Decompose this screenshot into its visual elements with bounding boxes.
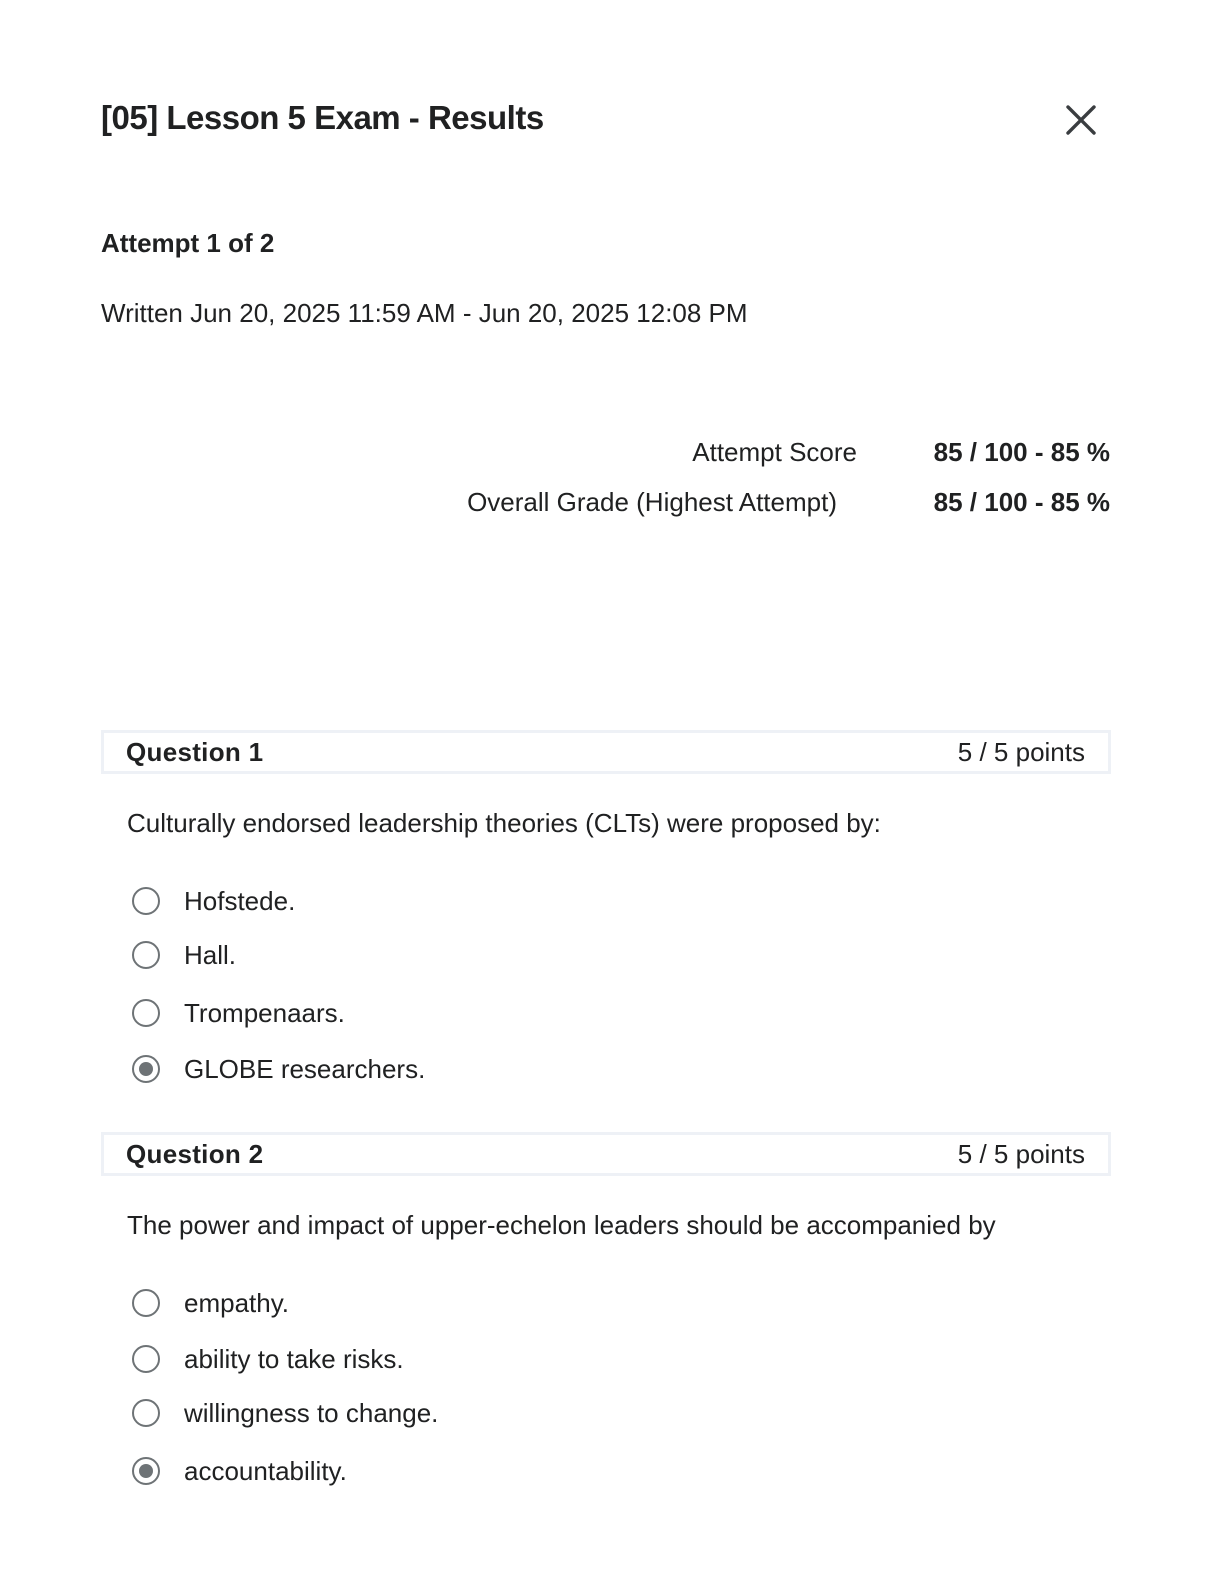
overall-grade-row xyxy=(467,485,1110,519)
option-label: willingness to change. xyxy=(184,1398,439,1428)
attempt-score-row xyxy=(692,435,1110,469)
close-icon xyxy=(1065,104,1097,136)
radio-dot xyxy=(139,1464,153,1478)
radio-button-selected[interactable] xyxy=(132,1457,160,1485)
question-label: Question 1 xyxy=(126,736,264,767)
question-text: The power and impact of upper-echelon leaders should be accompanied by xyxy=(127,1210,996,1240)
radio-button[interactable] xyxy=(132,1399,160,1427)
attempt-heading: Attempt 1 of 2 xyxy=(101,228,275,258)
close-button[interactable] xyxy=(1060,99,1102,141)
option-label: Trompenaars. xyxy=(184,998,345,1028)
answer-option[interactable] xyxy=(132,996,345,1030)
radio-button[interactable] xyxy=(132,1289,160,1317)
radio-dot xyxy=(139,1062,153,1076)
overall-grade-label: Overall Grade (Highest Attempt) xyxy=(467,487,837,517)
answer-option[interactable] xyxy=(132,884,295,918)
answer-option[interactable] xyxy=(132,1052,425,1086)
page-title: [05] Lesson 5 Exam - Results xyxy=(101,99,544,136)
question-points: 5 / 5 points xyxy=(957,736,1085,767)
attempt-score-value: 85 / 100 - 85 % xyxy=(933,437,1110,467)
answer-option[interactable] xyxy=(132,1342,404,1376)
option-label: Hall. xyxy=(184,940,237,970)
answer-option[interactable] xyxy=(132,1454,347,1488)
question-points: 5 / 5 points xyxy=(957,1138,1085,1169)
question-text: Culturally endorsed leadership theories (CLTs) were proposed by: xyxy=(127,808,881,838)
radio-button[interactable] xyxy=(132,1345,160,1373)
option-label: empathy. xyxy=(184,1288,290,1318)
option-label: Hofstede. xyxy=(184,886,296,916)
option-label: GLOBE researchers. xyxy=(184,1054,426,1084)
answer-option[interactable] xyxy=(132,1286,289,1320)
question-header xyxy=(101,730,1111,774)
radio-button[interactable] xyxy=(132,999,160,1027)
answer-option[interactable] xyxy=(132,938,236,972)
radio-button[interactable] xyxy=(132,887,160,915)
written-timestamp: Written Jun 20, 2025 11:59 AM - Jun 20, 2025 12:08 PM xyxy=(101,298,748,328)
option-label: accountability. xyxy=(184,1456,347,1486)
answer-option[interactable] xyxy=(132,1396,438,1430)
radio-button-selected[interactable] xyxy=(132,1055,160,1083)
overall-grade-value: 85 / 100 - 85 % xyxy=(933,487,1110,517)
option-label: ability to take risks. xyxy=(184,1344,404,1374)
question-header xyxy=(101,1132,1111,1176)
attempt-score-label: Attempt Score xyxy=(692,437,857,467)
question-label: Question 2 xyxy=(126,1138,264,1169)
radio-button[interactable] xyxy=(132,941,160,969)
